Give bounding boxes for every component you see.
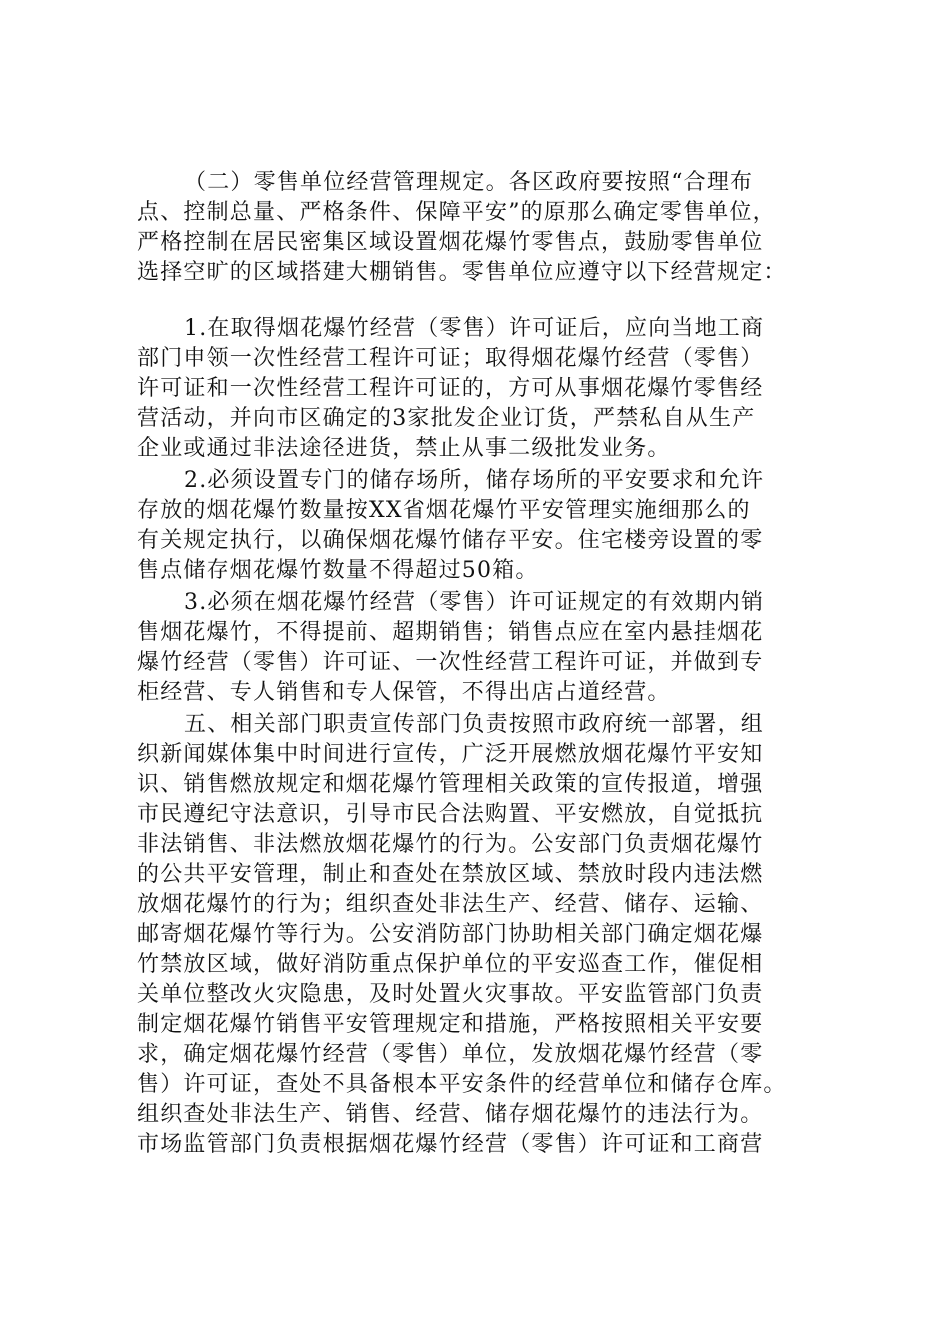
text-line: 组织查处非法生产、销售、经营、储存烟花爆竹的违法行为。	[137, 1102, 764, 1127]
text-line: 营活动，并向市区确定的3家批发企业订货，严禁私自从生产	[137, 406, 756, 431]
text-line: 存放的烟花爆竹数量按XX省烟花爆竹平安管理实施细那么的	[137, 498, 751, 523]
text-line: 1.在取得烟花爆竹经营（零售）许可证后，应向当地工商	[184, 316, 765, 341]
text-line: 的公共平安管理，制止和查处在禁放区域、禁放时段内违法燃	[137, 862, 764, 887]
text-line: 企业或通过非法途径进货，禁止从事二级批发业务。	[137, 436, 671, 461]
paragraph-retail-rules	[137, 168, 837, 288]
text-line: 制定烟花爆竹销售平安管理规定和措施，严格按照相关平安要	[137, 1012, 764, 1037]
text-line: 3.必须在烟花爆竹经营（零售）许可证规定的有效期内销	[184, 590, 765, 615]
text-line: 识、销售燃放规定和烟花爆竹管理相关政策的宣传报道，增强	[137, 772, 764, 797]
paragraph-item-3	[137, 588, 837, 708]
text-line: （二）零售单位经营管理规定。各区政府要按照“合理布	[184, 170, 754, 195]
text-line: 五、相关部门职责宣传部门负责按照市政府统一部署，组	[184, 712, 765, 737]
text-line: 爆竹经营（零售）许可证、一次性经营工程许可证，并做到专	[137, 650, 764, 675]
text-line: 关单位整改火灾隐患，及时处置火灾事故。平安监管部门负责	[137, 982, 764, 1007]
text-line: 邮寄烟花爆竹等行为。公安消防部门协助相关部门确定烟花爆	[137, 922, 764, 947]
text-line: 织新闻媒体集中时间进行宣传，广泛开展燃放烟花爆竹平安知	[137, 742, 764, 767]
document-body	[137, 168, 837, 1160]
text-line: 售）许可证，查处不具备根本平安条件的经营单位和储存仓库。	[137, 1072, 787, 1097]
text-line: 点、控制总量、严格条件、保障平安”的原那么确定零售单位，	[137, 200, 776, 225]
text-line: 部门申领一次性经营工程许可证；取得烟花爆竹经营（零售）	[137, 346, 764, 371]
text-line: 竹禁放区域，做好消防重点保护单位的平安巡查工作，催促相	[137, 952, 764, 977]
text-line: 售烟花爆竹，不得提前、超期销售；销售点应在室内悬挂烟花	[137, 620, 764, 645]
text-line: 有关规定执行，以确保烟花爆竹储存平安。住宅楼旁设置的零	[137, 528, 764, 553]
text-line: 许可证和一次性经营工程许可证的，方可从事烟花爆竹零售经	[137, 376, 764, 401]
text-line: 非法销售、非法燃放烟花爆竹的行为。公安部门负责烟花爆竹	[137, 832, 764, 857]
text-line: 求，确定烟花爆竹经营（零售）单位，发放烟花爆竹经营（零	[137, 1042, 764, 1067]
text-line: 严格控制在居民密集区域设置烟花爆竹零售点，鼓励零售单位	[137, 230, 764, 255]
text-line: 放烟花爆竹的行为；组织查处非法生产、经营、储存、运输、	[137, 892, 764, 917]
text-line: 柜经营、专人销售和专人保管，不得出店占道经营。	[137, 680, 671, 705]
text-line: 市场监管部门负责根据烟花爆竹经营（零售）许可证和工商营	[137, 1132, 764, 1157]
text-line: 2.必须设置专门的储存场所，储存场所的平安要求和允许	[184, 468, 765, 493]
paragraph-section-5	[137, 710, 837, 1160]
paragraph-item-2	[137, 466, 837, 586]
text-line: 选择空旷的区域搭建大棚销售。零售单位应遵守以下经营规定：	[137, 260, 787, 285]
paragraph-item-1	[137, 314, 837, 464]
text-line: 市民遵纪守法意识，引导市民合法购置、平安燃放，自觉抵抗	[137, 802, 764, 827]
text-line: 售点储存烟花爆竹数量不得超过50箱。	[137, 558, 539, 583]
